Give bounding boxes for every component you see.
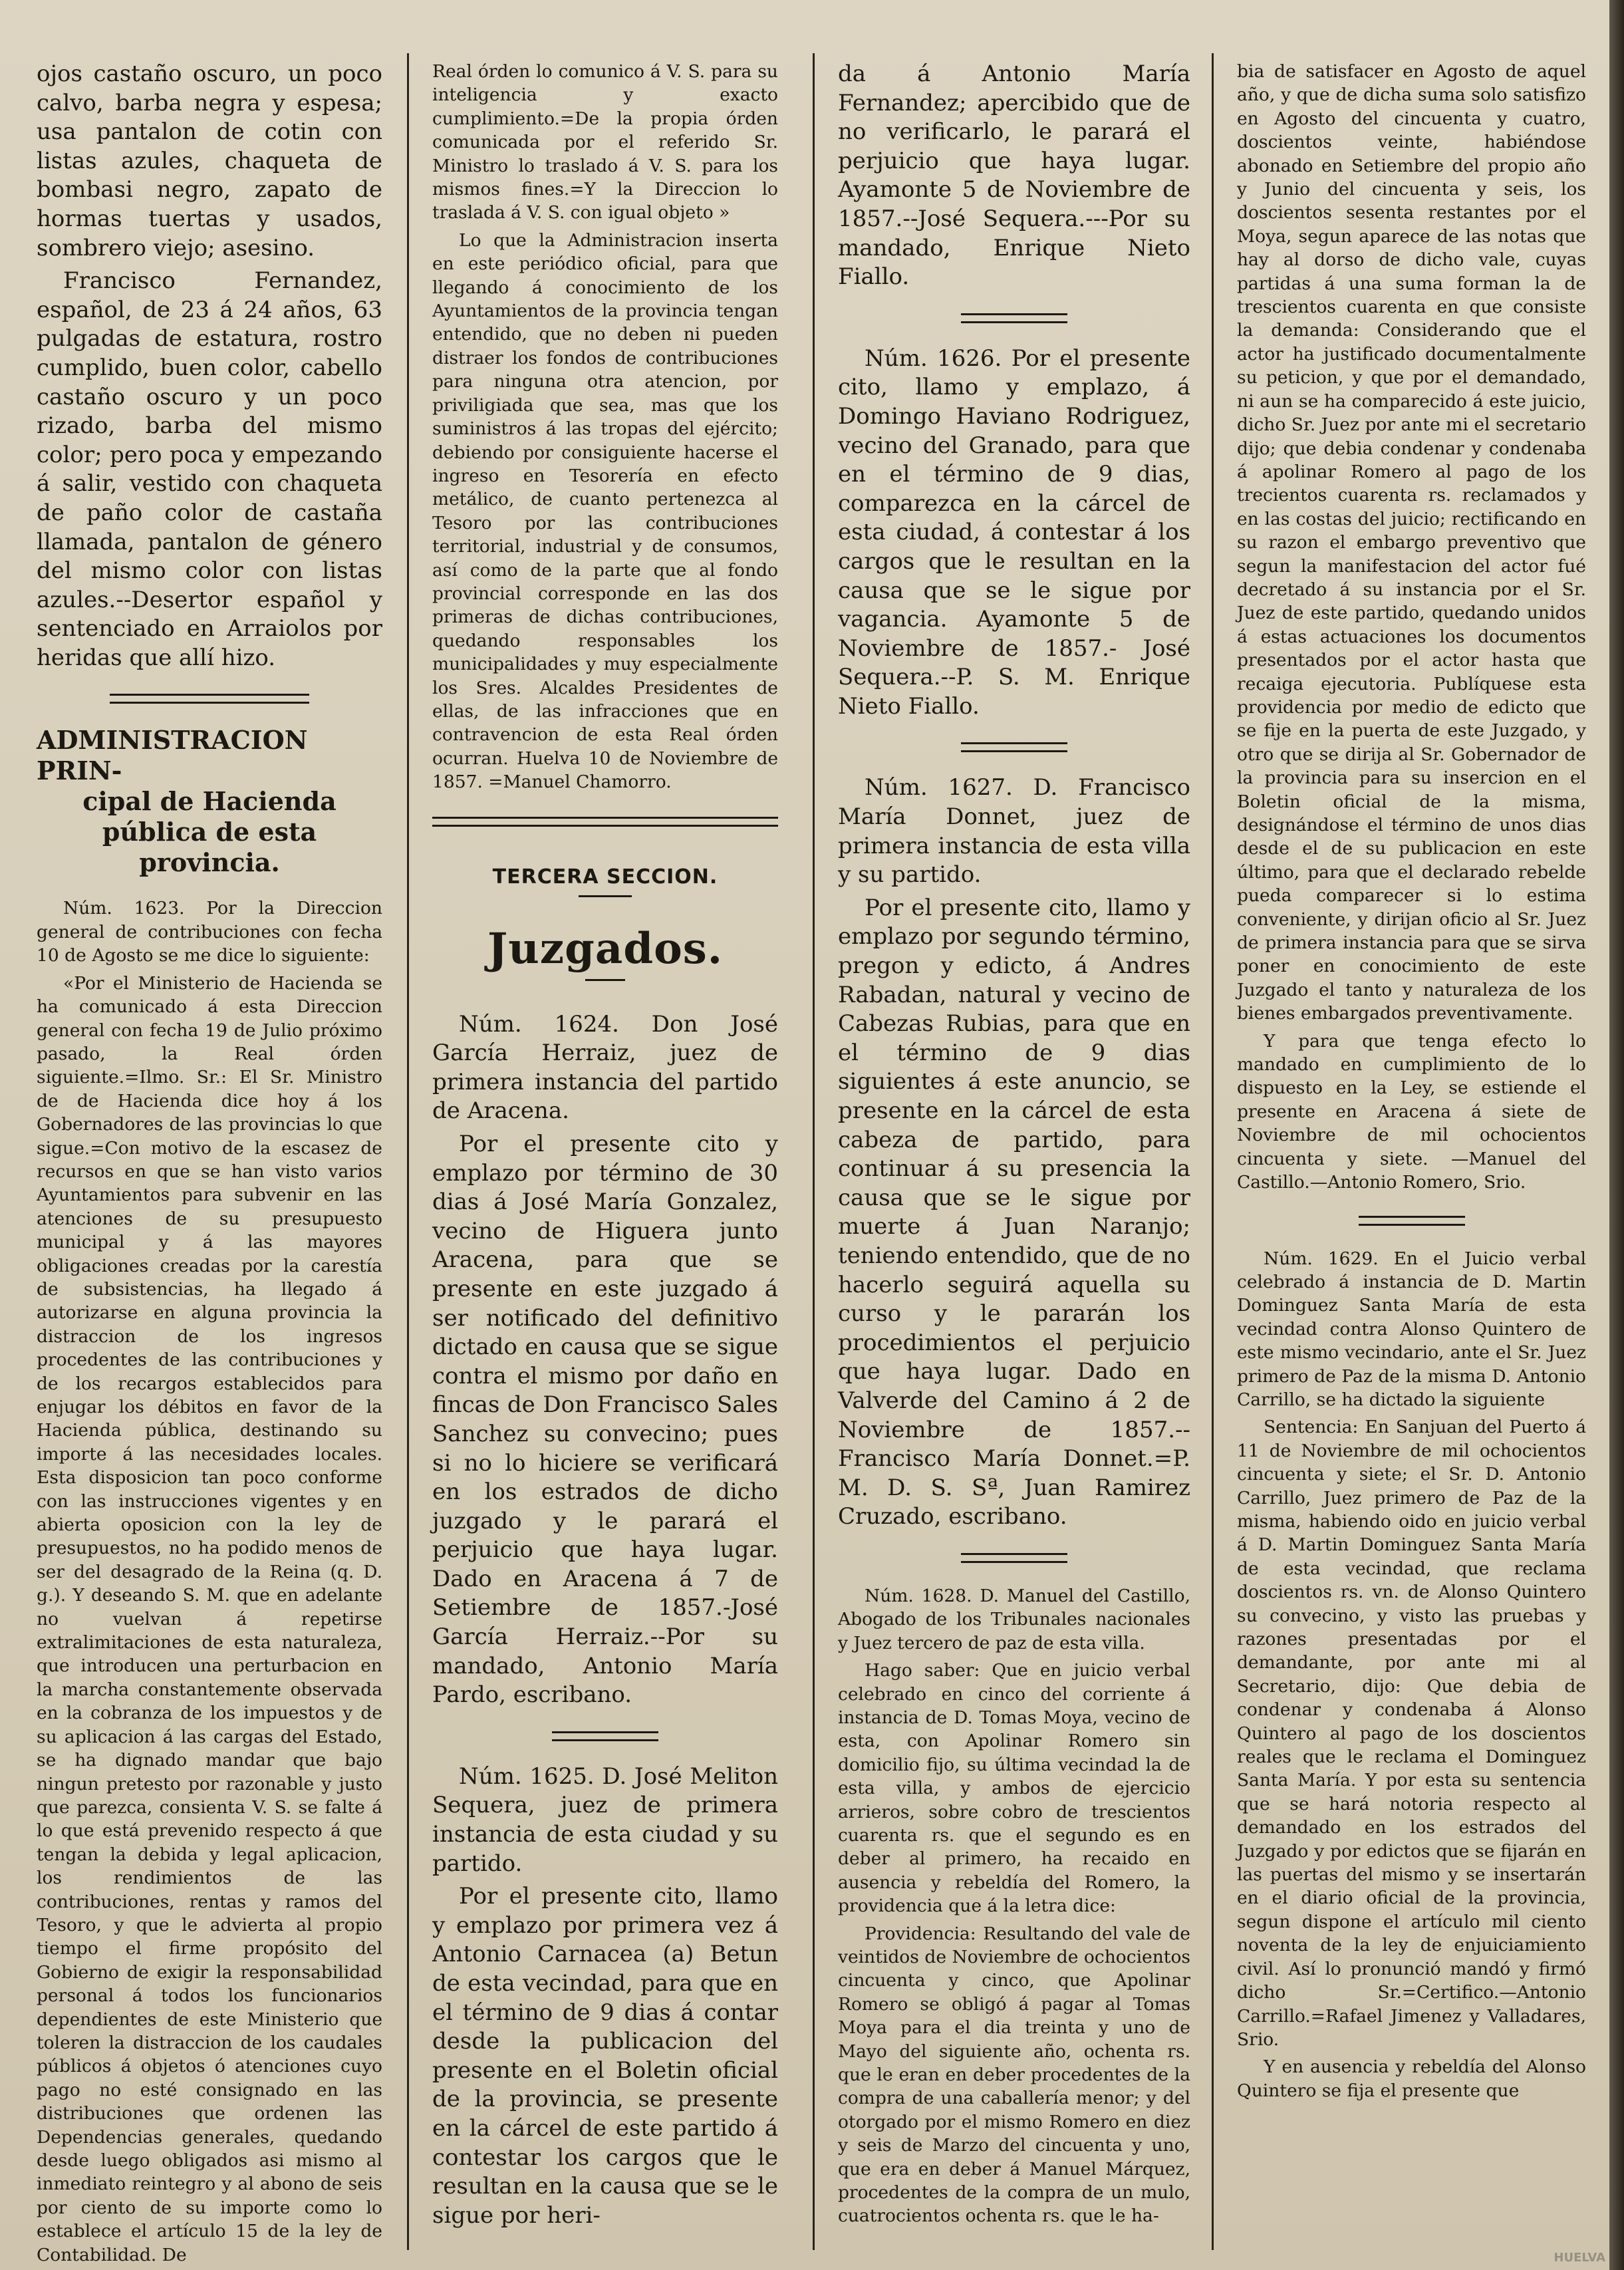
notice-body: Y para que tenga efecto lo mandado en cumplimiento de lo dispuesto en la Ley, se estiende el presente en Aracena á siete de Noviembre de mil ochocientos cincuenta y siete. —Manuel del Castillo.—Antonio Romero, Srio. [1237, 1030, 1586, 1193]
column-divider [407, 53, 409, 2250]
notice-heading: Núm. 1628. D. Manuel del Castillo, Abogado de los Tribunales nacionales y Juez tercero de paz de esta villa. [838, 1585, 1190, 1653]
notice-body: Real órden lo comunico á V. S. para su inteligencia y exacto cumplimiento.=De la propia órden comunicada por el referido Sr. Ministro lo traslado á V. S. para los mismos fines.=Y la Direccion lo traslada á V. S. con igual objeto » [432, 61, 778, 223]
notice-body: da á Antonio María Fernandez; apercibido que de no verificarlo, le parará el perjuicio que haya lugar. Ayamonte 5 de Noviembre de 1857.--José Sequera.---Por su mandado, Enrique Nieto Fiallo. [838, 61, 1190, 291]
column-4 [1237, 60, 1586, 2250]
paragraph: ojos castaño oscuro, un poco calvo, barba negra y espesa; usa pantalon de cotin con listas azules, chaqueta de bombasi negro, zapato de hormas tuertas y usados, sombrero viejo; asesino. [37, 61, 382, 261]
section-heading: TERCERA SECCION. [492, 865, 718, 889]
notice-body: Sentencia: En Sanjuan del Puerto á 11 de Noviembre de mil ochocientos cincuenta y siete; el Sr. D. Antonio Carrillo, Juez primero de Paz de la misma, habiendo oido en juicio verbal á D. Martin Dominguez Santa María de esta vecindad, que reclama doscientos rs. vn. de Alonso Quintero su convecino, y visto las pruebas y razones presentadas por el demandante, por ante mi al Secretario, dijo: Que debia de condenar y condenaba á Alonso Quintero al pago de los doscientos reales que le reclama el Dominguez Santa María. Y por esta su sentencia que se hará notoria respecto al demandado en los estrados del Juzgado y por edictos que se fijarán en las puertas del mismo y se insertarán en el diario oficial de la provincia, segun dispone el artículo mil ciento noventa de la ley de enjuiciamiento civil. Así lo pronunció mandó y firmó dicho Sr.=Certifico.—Antonio Carrillo.=Rafael Jimenez y Valladares, Srio. [1237, 1417, 1586, 2050]
section-title [37, 725, 382, 878]
notice-body: bia de satisfacer en Agosto de aquel año, y que de dicha suma solo satisfizo en Agosto del cincuenta y cuatro, doscientos veinte, habiéndose abonado en Setiembre del propio año y Junio del cincuenta y seis, los doscientos sesenta restantes por el Moya, segun aparece de las notas que hay al dorso de dicho vale, cuyas partidas á una suma forman la de trescientos cuarenta en que consiste la demanda: Considerando que el actor ha justificado documentalmente su peticion, y que por el demandado, ni aun se ha comparecido á este juicio, dicho Sr. Juez por ante mi el secretario dijo; que debia condenar y condenaba á apolinar Romero al pago de los trecientos cuarenta rs. reclamados y en las costas del juicio; rectificando en su razon el embargo preventivo que segun la manifestacion del actor fué decretado á su instancia por el Sr. Juez de este partido, quedando unidos á estas actuaciones los documentos presentados por el actor hasta que recaiga ejecutoria. Publíquese esta providencia por medio de edicto que se fije en la puerta de este Juzgado, y otro que se dirija al Sr. Gobernador de la provincia para su insercion en el Boletin oficial de la misma, designándose el término de unos dias desde el de su publicacion en este último, para que el declarado rebelde pueda comparecer si lo estima conveniente, y dirijan oficio al Sr. Juez de primera instancia para que se sirva poner en conocimiento de este Juzgado el tanto y naturaleza de los bienes embargados preventivamente. [1237, 61, 1586, 1024]
notice-body: Por el presente cito, llamo y emplazo por segundo término, pregon y edicto, á Andres Rabadan, natural y vecino de Cabezas Rubias, para que en el término de 9 dias siguientes á este anuncio, se presente en la cárcel de esta cabeza de partido, para continuar á su presencia la causa que se le sigue por muerte á Juan Naranjo; teniendo entendido, que de no hacerlo seguirá aquella su curso y le pararán los procedimientos el perjuicio que haya lugar. Dado en Valverde del Camino á 2 de Noviembre de 1857.--Francisco María Donnet.=P. M. D. S. Sª, Juan Ramirez Cruzado, escribano. [838, 894, 1190, 1530]
archive-watermark: HUELVA [1554, 2251, 1605, 2265]
separator-rule [961, 313, 1067, 323]
separator-rule [961, 1553, 1067, 1563]
column-1 [37, 60, 382, 2265]
separator-rule [552, 1731, 658, 1741]
notice-heading: Núm. 1624. Don José García Herraiz, juez de primera instancia del partido de Aracena. [432, 1010, 778, 1125]
section-title-line: ADMINISTRACION PRIN- [37, 725, 308, 786]
short-rule [579, 895, 632, 897]
notice-heading: Núm. 1625. D. José Meliton Sequera, juez de primera instancia de esta ciudad y su partido. [432, 1763, 778, 1877]
notice-body: Providencia: Resultando del vale de veintidos de Noviembre de ochocientos cincuenta y cinco, que Apolinar Romero se obligó á pagar al Tomas Moya para el dia treinta y uno de Mayo del siguiente año, ochenta rs. que le eran en deber procedentes de la compra de una caballería menor; y del otorgado por el mismo Romero en diez y seis de Marzo del cincuenta y uno, que era en deber á Manuel Márquez, procedentes de la compra de un mulo, cuatrocientos ochenta rs. que le ha- [838, 1923, 1190, 2227]
column-divider [1212, 53, 1214, 2250]
section-title: Juzgados. [487, 923, 724, 974]
notice-body: Lo que la Administracion inserta en este periódico oficial, para que llegando á conocimiento de los Ayuntamientos de la provincia tengan entendido, que no deben ni pueden distraer los fondos de contribuciones para ninguna otra atencion, por priviligiada que sea, mas que los suministros á las tropas del ejército; debiendo por consiguiente hacerse el ingreso en Tesorería en efecto metálico, de cuanto pertenezca al Tesoro por las contribuciones territorial, industrial y de consumos, así como de la parte que al fondo provincial corresponde en las dos primeras de dichas contribuciones, quedando responsables los municipalidades y muy especialmente los Sres. Alcaldes Presidentes de ellas, de las infracciones que en contravencion de esta Real órden ocurran. Huelva 10 de Noviembre de 1857. =Manuel Chamorro. [432, 229, 778, 793]
column-3 [838, 60, 1190, 2250]
separator-rule [110, 694, 309, 704]
notice-body: Núm. 1626. Por el presente cito, llamo y emplazo, á Domingo Haviano Rodriguez, vecino del Granado, para que en el término de 9 dias, comparezca en la cárcel de esta ciudad, á contestar á los cargos que le resultan en la causa que se le sigue por vagancia. Ayamonte 5 de Noviembre de 1857.- José Sequera.--P. S. M. Enrique Nieto Fiallo. [838, 345, 1190, 720]
page-edge-shadow [1609, 0, 1624, 2270]
column-2 [432, 60, 778, 2250]
notice-body: Por el presente cito y emplazo por término de 30 dias á José María Gonzalez, vecino de Higuera junto Aracena, para que se presente en este juzgado á ser notificado del definitivo dictado en causa que se sigue contra el mismo por daño en fincas de Don Francisco Sales Sanchez su convecino; pues si no lo hiciere se verificará en los estrados de dicho juzgado y le parará el perjuicio que haya lugar. Dado en Aracena á 7 de Setiembre de 1857.-José García Herraiz.--Por su mandado, Antonio María Pardo, escribano. [432, 1130, 778, 1709]
separator-rule [1359, 1216, 1465, 1226]
notice-body: Por el presente cito, llamo y emplazo por primera vez á Antonio Carnacea (a) Betun de esta vecindad, para que en el término de 9 dias á contar desde la publicacion del presente en el Boletin oficial de la provincia, se presente en la cárcel de este partido á contestar los cargos que le resultan en la causa que se le sigue por heri- [432, 1883, 778, 2229]
notice-body: Hago saber: Que en juicio verbal celebrado en cinco del corriente á instancia de D. Tomas Moya, vecino de esta, con Apolinar Romero sin domicilio fijo, su última vecindad la de esta villa, y ambos de ejercicio arrieros, sobre cobro de trescientos cuarenta rs. que el segundo es en deber al primero, ha recaido en ausencia y rebeldía del Romero, la providencia que á la letra dice: [838, 1660, 1190, 1917]
notice-body: «Por el Ministerio de Hacienda se ha comunicado á esta Direccion general con fecha 19 de Julio próximo pasado, la Real órden siguiente.=Ilmo. Sr.: El Sr. Ministro de de Hacienda dice hoy á los Gobernadores de las provincias lo que sigue.=Con motivo de la escasez de recursos en que se han visto varios Ayuntamientos para subvenir en las atenciones de su presupuesto municipal y á las mayores obligaciones creadas por la carestía de subsistencias, ha llegado á autorizarse en alguna provincia la distraccion de los ingresos procedentes de las contribuciones y de los recargos establecidos para enjugar los débitos en favor de la Hacienda pública, destinando su importe á las necesidades locales. Esta disposicion tan poco conforme con las instrucciones vigentes y en abierta oposicion con la ley de presupuestos, no ha podido menos de ser del desagrado de la Reina (q. D. g.). Y deseando S. M. que en adelante no vuelvan á repetirse extralimitaciones de esta naturaleza, que introducen una perturbacion en la marcha constantemente observada en la cobranza de los impuestos y de su aplicacion á las cargas del Estado, se ha dignado mandar que bajo ningun pretesto por razonable y justo que parezca, consienta V. S. se falte á lo que está prevenido respecto á que tengan la debida y legal aplicacion, los rendimientos de las contribuciones, rentas y ramos del Tesoro, y que le advierta al propio tiempo el firme propósito del Gobierno de exigir la responsabilidad personal á todos los funcionarios dependientes de este Ministerio que toleren la distraccion de los caudales públicos á objetos ó atenciones cuyo pago no esté consignado en las distribuciones que ordenen las Dependencias generales, quedando desde luego obligados asi mismo al inmediato reintegro y al abono de seis por ciento de su importe como lo establece el artículo 15 de la ley de Contabilidad. De [37, 972, 382, 2265]
column-divider [813, 53, 815, 2250]
notice-body: Y en ausencia y rebeldía del Alonso Quintero se fija el presente que [1237, 2057, 1586, 2101]
separator-rule [432, 817, 778, 827]
paragraph: Francisco Fernandez, español, de 23 á 24 años, 63 pulgadas de estatura, rostro cumplido, buen color, cabello castaño oscuro y un poco rizado, barba del mismo color; pero poca y empezando á salir, vestido con chaqueta de paño color de castaña llamada, pantalon de género del mismo color con listas azules.--Desertor español y sentenciado en Arraiolos por heridas que allí hizo. [37, 267, 382, 671]
separator-rule [961, 742, 1067, 752]
notice-heading: Núm. 1627. D. Francisco María Donnet, juez de primera instancia de esta villa y su partido. [838, 774, 1190, 889]
notice-heading: Núm. 1629. En el Juicio verbal celebrado á instancia de D. Martin Dominguez Santa María de esta vecindad contra Alonso Quintero de este mismo vecindario, ante el Sr. Juez primero de Paz de la misma D. Antonio Carrillo, se ha dictado la siguiente [1237, 1248, 1586, 1410]
notice-heading: Núm. 1623. Por la Direccion general de contribuciones con fecha 10 de Agosto se me dice lo siguiente: [37, 898, 382, 966]
section-title-line: cipal de Hacienda pública de esta provincia. [82, 786, 337, 878]
short-rule [585, 979, 625, 981]
